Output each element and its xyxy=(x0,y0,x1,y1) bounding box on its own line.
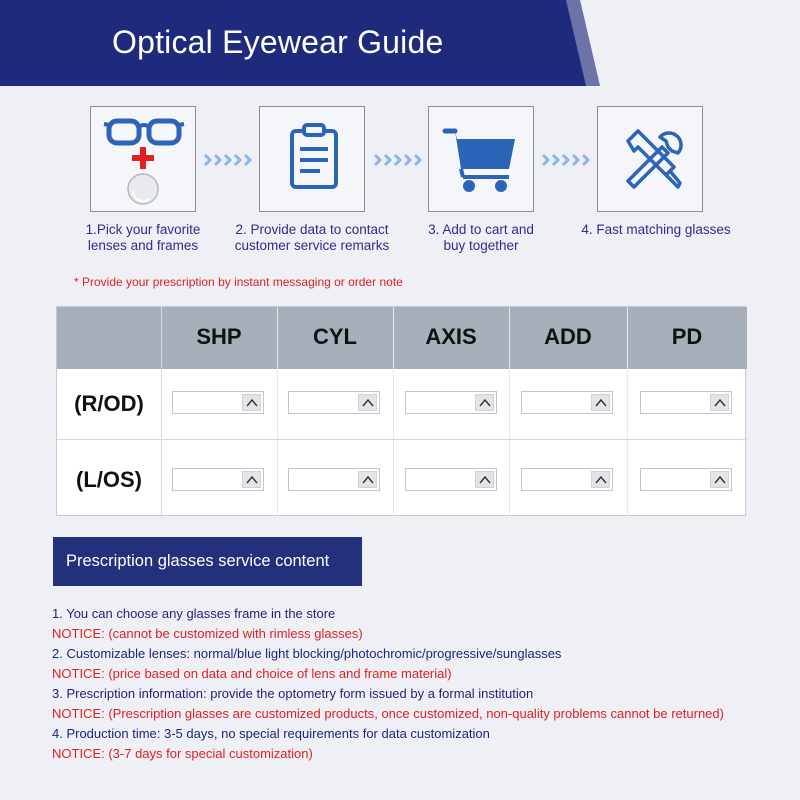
spinner-up-button[interactable] xyxy=(242,471,261,488)
chevron-arrows-icon xyxy=(203,150,253,170)
service-item: 3. Prescription information: provide the optometry form issued by a formal institution xyxy=(52,686,534,701)
step-1-caption-line1: 1.Pick your favorite xyxy=(85,222,201,237)
step-1-caption xyxy=(70,222,216,254)
input-right-pd[interactable] xyxy=(640,391,732,414)
column-header-cyl: CYL xyxy=(313,324,357,349)
row-header-right-eye: (R/OD) xyxy=(74,391,144,416)
glasses-lens-icon xyxy=(91,107,197,213)
spinner-up-button[interactable] xyxy=(242,394,261,411)
chevron-up-icon xyxy=(714,398,726,408)
step-4-caption-line1: 4. Fast matching glasses xyxy=(581,222,731,237)
spinner-up-button[interactable] xyxy=(358,394,377,411)
step-3-caption-line2: buy together xyxy=(443,238,519,253)
spinner-up-button[interactable] xyxy=(710,394,729,411)
chevron-up-icon xyxy=(479,398,491,408)
service-section-title: Prescription glasses service content xyxy=(53,537,362,586)
column-header-add: ADD xyxy=(544,324,592,349)
step-2-caption-line2: customer service remarks xyxy=(234,238,390,253)
service-content-list xyxy=(52,604,724,764)
step-1-card xyxy=(90,106,196,212)
column-header-shp: SHP xyxy=(196,324,242,349)
input-left-pd[interactable] xyxy=(640,468,732,491)
input-left-add[interactable] xyxy=(521,468,613,491)
spinner-up-button[interactable] xyxy=(475,394,494,411)
header-banner xyxy=(0,0,600,86)
service-item: 2. Customizable lenses: normal/blue light blocking/photochromic/progressive/sunglasses xyxy=(52,646,562,661)
input-right-shp[interactable] xyxy=(172,391,264,414)
input-right-cyl[interactable] xyxy=(288,391,380,414)
spinner-up-button[interactable] xyxy=(358,471,377,488)
input-right-add[interactable] xyxy=(521,391,613,414)
chevron-arrows-icon xyxy=(541,150,591,170)
input-left-shp[interactable] xyxy=(172,468,264,491)
chevron-up-icon xyxy=(362,398,374,408)
input-right-axis[interactable] xyxy=(405,391,497,414)
chevron-up-icon xyxy=(246,475,258,485)
prescription-note: * Provide your prescription by instant messaging or order note xyxy=(74,275,403,289)
prescription-table xyxy=(56,306,746,516)
chevron-up-icon xyxy=(714,475,726,485)
step-3-card xyxy=(428,106,534,212)
column-header-pd: PD xyxy=(671,324,703,349)
service-item: 1. You can choose any glasses frame in the store xyxy=(52,606,336,621)
spinner-up-button[interactable] xyxy=(475,471,494,488)
clipboard-icon xyxy=(260,107,366,213)
step-2-card xyxy=(259,106,365,212)
service-notice: NOTICE: (cannot be customized with rimless glasses) xyxy=(52,626,363,641)
table-divider xyxy=(57,439,747,440)
chevron-up-icon xyxy=(479,475,491,485)
spinner-up-button[interactable] xyxy=(591,394,610,411)
tools-icon xyxy=(598,107,704,213)
chevron-up-icon xyxy=(595,475,607,485)
page-title: Optical Eyewear Guide xyxy=(112,24,444,60)
cart-icon xyxy=(429,107,535,213)
row-header-left-eye: (L/OS) xyxy=(76,467,142,492)
step-4-caption xyxy=(570,222,742,238)
chevron-up-icon xyxy=(595,398,607,408)
service-item: 4. Production time: 3-5 days, no special requirements for data customization xyxy=(52,726,490,741)
step-2-caption xyxy=(222,222,402,254)
service-notice: NOTICE: (Prescription glasses are customized products, once customized, non-quality problems cannot be returned) xyxy=(52,706,724,721)
step-3-caption-line1: 3. Add to cart and xyxy=(428,222,534,237)
service-notice: NOTICE: (3-7 days for special customization) xyxy=(52,746,313,761)
service-notice: NOTICE: (price based on data and choice of lens and frame material) xyxy=(52,666,452,681)
step-2-caption-line1: 2. Provide data to contact xyxy=(235,222,389,237)
spinner-up-button[interactable] xyxy=(591,471,610,488)
column-header-axis: AXIS xyxy=(425,324,477,349)
step-4-card xyxy=(597,106,703,212)
spinner-up-button[interactable] xyxy=(710,471,729,488)
chevron-up-icon xyxy=(362,475,374,485)
step-1-caption-line2: lenses and frames xyxy=(87,238,199,253)
input-left-axis[interactable] xyxy=(405,468,497,491)
chevron-arrows-icon xyxy=(373,150,423,170)
input-left-cyl[interactable] xyxy=(288,468,380,491)
chevron-up-icon xyxy=(246,398,258,408)
step-3-caption xyxy=(410,222,552,254)
